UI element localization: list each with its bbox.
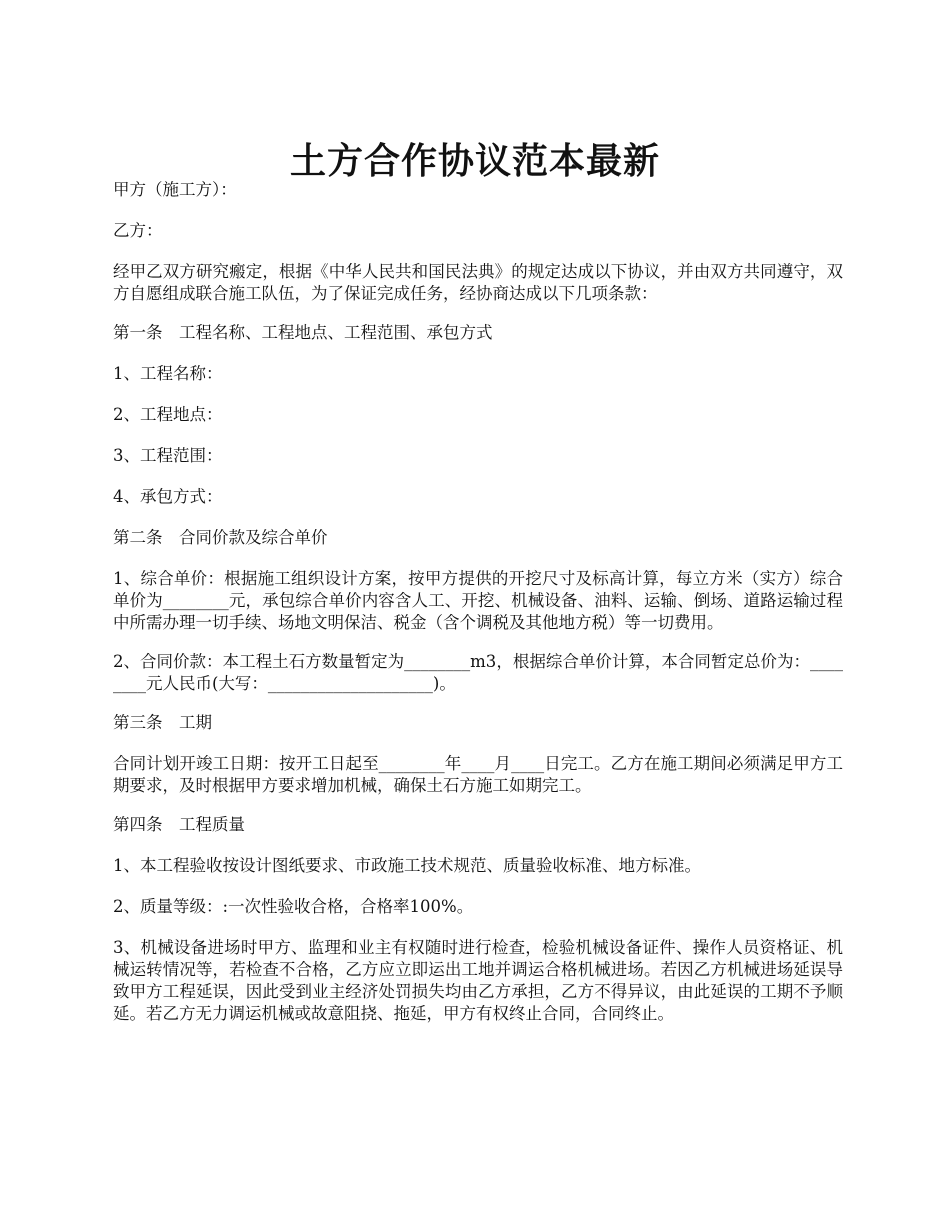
- document-body: [113, 179, 843, 1042]
- article-1-heading: 第一条 工程名称、工程地点、工程范围、承包方式: [113, 323, 493, 342]
- party-b-line: 乙方：: [113, 221, 163, 240]
- article-2-heading: 第二条 合同价款及综合单价: [113, 528, 328, 547]
- article-2-item-1: 1、综合单价：根据施工组织设计方案，按甲方提供的开挖尺寸及标高计算，每立方米（实方）综合单价为________元，承包综合单价内容含人工、开挖、机械设备、油料、运输、倒场、道路运输过程中所需办理一切手续、场地文明保洁、税金（含个调税及其他地方税）等一切费用。: [113, 569, 843, 632]
- article-1-item-4: 4、承包方式：: [113, 487, 223, 506]
- article-4-item-2: 2、质量等级：:一次性验收合格，合格率100%。: [113, 897, 474, 916]
- article-1-item-1: 1、工程名称：: [113, 364, 223, 383]
- article-1-item-3: 3、工程范围：: [113, 446, 223, 465]
- article-4-item-3: 3、机械设备进场时甲方、监理和业主有权随时进行检查，检验机械设备证件、操作人员资格证、机械运转情况等，若检查不合格，乙方应立即运出工地并调运合格机械进场。若因乙方机械进场延误导致甲方工程延误，因此受到业主经济处罚损失均由乙方承担，乙方不得异议，由此延误的工期不予顺延。若乙方无力调运机械或故意阻挠、拖延，甲方有权终止合同，合同终止。: [113, 938, 843, 1023]
- article-1-item-2: 2、工程地点：: [113, 405, 223, 424]
- article-3-heading: 第三条 工期: [113, 713, 212, 732]
- article-4-item-1: 1、本工程验收按设计图纸要求、市政施工技术规范、质量验收标准、地方标准。: [113, 856, 701, 875]
- preamble-paragraph: 经甲乙双方研究瘢定，根据《中华人民共和国民法典》的规定达成以下协议，并由双方共同遵守，双方自愿组成联合施工队伍，为了保证完成任务，经协商达成以下几项条款：: [113, 262, 843, 303]
- article-2-item-2: 2、合同价款：本工程土石方数量暂定为________m3，根据综合单价计算，本合同暂定总价为：________元人民币(大写：____________________)。: [113, 652, 843, 693]
- party-a-line: 甲方（施工方）：: [113, 180, 237, 199]
- article-4-heading: 第四条 工程质量: [113, 815, 245, 834]
- article-3-body: 合同计划开竣工日期：按开工日起至________年____月____日完工。乙方在施工期间必须满足甲方工期要求，及时根据甲方要求增加机械，确保土石方施工如期完工。: [113, 754, 843, 795]
- document-title: 土方合作协议范本最新: [289, 140, 660, 183]
